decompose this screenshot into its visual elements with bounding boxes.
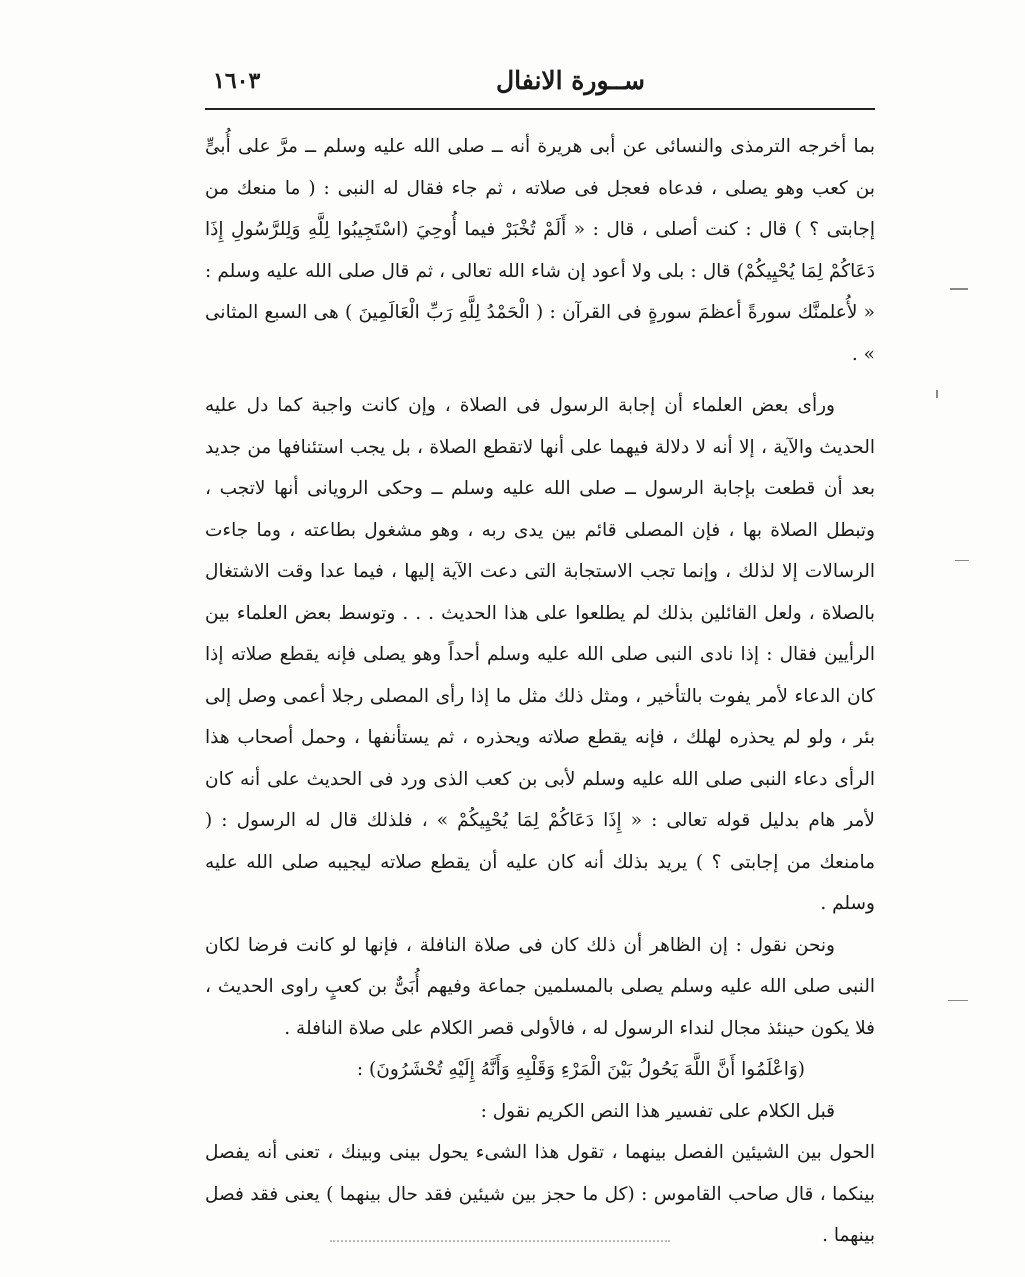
paragraph-our-view: ونحن نقول : إن الظاهر أن ذلك كان فى صلاة النافلة ، فإنها لو كانت فرضا لكان النبى صلى الله عليه وسلم يصلى بالمسلمين جماعة وفيهم أُبَىٌّ بن كعبٍ راوى الحديث ، فلا يكون حينئذ مجال لنداء الرسول له ، فالأولى قصر الكلام على صلاة النافلة .	[205, 934, 875, 1039]
paragraph-definition: الحول بين الشيئين الفصل بينهما ، تقول هذا الشىء يحول بينى وبينك ، تعنى أنه يفصل بينكما ، قال صاحب القاموس : (كل ما حجز بين شيئين فقد حال بينهما ) يعنى فقد فصل بينهما .	[205, 1142, 875, 1246]
header-rule	[205, 108, 875, 110]
running-header	[205, 60, 875, 100]
quran-verse: (وَاعْلَمُوا أَنَّ اللَّهَ يَحُولُ بَيْنَ الْمَرْءِ وَقَلْبِهِ وَأَنَّهُ إِلَيْهِ تُحْشَرُونَ) :	[356, 1059, 805, 1080]
scan-speck	[955, 560, 969, 561]
scan-speck	[950, 288, 968, 290]
scan-speck	[936, 390, 938, 398]
paragraph-scholars-view: ورأى بعض العلماء أن إجابة الرسول فى الصلاة ، وإن كانت واجبة كما دل عليه الحديث والآية ، إلا أنه لا دلالة فيهما على أنها لاتقطع الصلاة ، بل يجب استئنافها من جديد بعد أن قطعت بإجابة الرسول ــ صلى الله عليه وسلم ــ وحكى الرويانى أنها لاتجب ، وتبطل الصلاة بها ، فإن المصلى قائم بين يدى ربه ، وهو مشغول بطاعته ، وما جاءت الرسالات إلا لذلك ، وإنما تجب الاستجابة التى دعت الآية إليها ، فيما عدا وقت الاشتغال بالصلاة ، ولعل القائلين بذلك لم يطلعوا على هذا الحديث . . . وتوسط بعض العلماء بين الرأيين فقال : إذا نادى النبى صلى الله عليه وسلم أحداً وهو يصلى فإنه يقطع صلاته إذا كان الدعاء لأمر يفوت بالتأخير ، ومثل ذلك مثل ما إذا رأى المصلى رجلا أعمى وصل إلى بئر ، ولو لم يحذره لهلك ، فإنه يقطع صلاته ويحذره ، ثم يستأنفها ، وحمل أصحاب هذا الرأى دعاء النبى صلى الله عليه وسلم لأبى بن كعب الذى ورد فى الحديث على أنه كان لأمر هام بدليل قوله تعالى : « إِذَا دَعَاكُمْ لِمَا يُحْيِيكُمْ » ، فلذلك قال له الرسول : ( مامنعك من إجابتى ؟ ) يريد بذلك أنه كان عليه أن يقطع صلاته ليجيبه صلى الله عليه وسلم .	[205, 395, 875, 914]
scan-speck	[948, 1000, 968, 1001]
body-text	[205, 126, 875, 1257]
surah-title: ســورة الانفال	[496, 66, 645, 95]
paragraph-intro: قبل الكلام على تفسير هذا النص الكريم نقول :	[480, 1100, 835, 1122]
page-number: ١٦٠٣	[213, 68, 261, 94]
paragraph-hadith: بما أخرجه الترمذى والنسائى عن أبى هريرة أنه ــ صلى الله عليه وسلم ــ مرَّ على أُبىٍّ بن كعب وهو يصلى ، فدعاه فعجل فى صلاته ، ثم جاء فقال له النبى : ( ما منعك من إجابتى ؟ ) قال : كنت أصلى ، قال : « أَلَمْ تُخْبَرْ فيما أُوحِيَ (اسْتَجِيبُوا لِلَّهِ وَلِلرَّسُولِ إِذَا دَعَاكُمْ لِمَا يُحْيِيكُمْ) قال : بلى ولا أعود إن شاء الله تعالى ، ثم قال صلى الله عليه وسلم : « لأُعلمنَّك سورةً أعظمَ سورةٍ فى القرآن : ( الْحَمْدُ لِلَّهِ رَبِّ الْعَالَمِينَ ) هى السبع المثانى » .	[205, 136, 875, 365]
scan-footer-dots	[330, 1240, 670, 1244]
